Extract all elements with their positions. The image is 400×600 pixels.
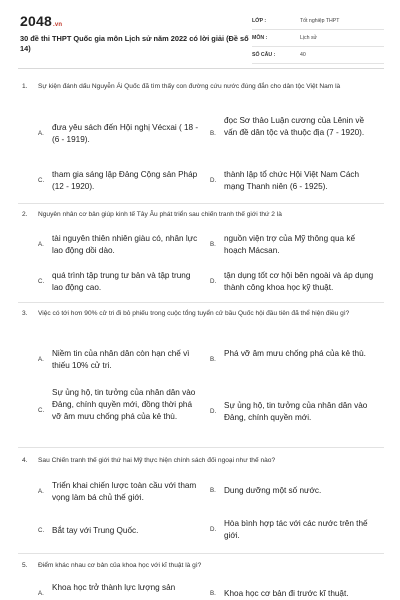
option-letter: D.: [210, 408, 217, 415]
meta-value: 40: [300, 52, 306, 58]
question-body: Việc có tới hơn 90% cử tri đi bỏ phiếu trong cuộc tổng tuyển cử bầu Quốc hội đầu tiên đã thể hiện điều gì?: [38, 310, 350, 317]
meta-key: LỚP :: [252, 18, 267, 24]
question-body: Nguyên nhân cơ bản giúp kinh tế Tây Âu phát triển sau chiến tranh thế giới thứ 2 là: [38, 211, 282, 218]
header-divider: [18, 68, 384, 69]
option-letter: A.: [38, 356, 44, 363]
option-letter: A.: [38, 241, 44, 248]
exam-meta: [252, 16, 384, 67]
question-number: 1.: [22, 83, 28, 90]
document-header: [18, 10, 384, 62]
option-text: tận dụng tốt cơ hội bên ngoài và áp dụng thành công khoa học kỹ thuật.: [224, 271, 374, 292]
meta-value: Lịch sử: [300, 35, 318, 41]
question-divider: [18, 447, 384, 448]
option-text: nguồn viện trợ của Mỹ thông qua kế hoạch Mácsan.: [224, 234, 355, 255]
option-text: Dung dưỡng một số nước.: [224, 486, 322, 495]
meta-key: SỐ CÂU :: [252, 52, 276, 58]
meta-row-subject: [252, 33, 384, 47]
question-divider: [18, 302, 384, 303]
meta-row-class: [252, 16, 384, 30]
meta-key: MÔN :: [252, 35, 268, 41]
question-number: 2.: [22, 211, 28, 218]
meta-value: Tốt nghiệp THPT: [300, 18, 340, 24]
option-text: Triển khai chiến lược toàn cầu với tham vọng làm bá chủ thế giới.: [52, 481, 197, 502]
option-letter: C.: [38, 527, 45, 534]
question-body: Điểm khác nhau cơ bản của khoa học với kĩ thuật là gì?: [38, 562, 202, 569]
logo-text: 2048: [20, 13, 52, 29]
logo-suffix: .vn: [52, 22, 63, 28]
option-letter: C.: [38, 177, 45, 184]
option-text: tham gia sáng lập Đảng Cộng sản Pháp (12 - 1920).: [52, 170, 198, 191]
option-letter: B.: [210, 487, 216, 494]
question-divider: [18, 553, 384, 554]
option-letter: B.: [210, 241, 216, 248]
meta-row-count: [252, 50, 384, 64]
option-letter: C.: [38, 278, 45, 285]
option-text: Khoa học cơ bản đi trước kĩ thuật.: [224, 589, 349, 598]
option-text: đọc Sơ thảo Luận cương của Lênin về vấn đề dân tộc và thuộc địa (7 - 1920).: [224, 116, 365, 137]
option-text: Hòa bình hợp tác với các nước trên thế giới.: [224, 519, 368, 540]
question-number: 5.: [22, 562, 28, 569]
option-letter: B.: [210, 590, 216, 597]
question-number: 4.: [22, 457, 28, 464]
option-text: thành lập tổ chức Hội Việt Nam Cách mạng Thanh niên (6 - 1925).: [224, 170, 360, 191]
option-letter: C.: [38, 407, 45, 414]
option-letter: D.: [210, 177, 217, 184]
site-logo[interactable]: [20, 13, 62, 29]
option-text: Sự ủng hộ, tin tưởng của nhân dân vào Đảng, chính quyền mới, đồng thời phá vỡ âm mưu chống phá của kẻ thù.: [52, 388, 196, 421]
option-letter: B.: [210, 356, 216, 363]
option-text: Phá vỡ âm mưu chống phá của kẻ thù.: [224, 349, 366, 358]
question-body: Sau Chiến tranh thế giới thứ hai Mỹ thực hiện chính sách đối ngoại như thế nào?: [38, 457, 276, 464]
question-divider: [18, 203, 384, 204]
exam-title: 30 đề thi THPT Quốc gia môn Lịch sử năm 2022 có lời giải (Đề số 14): [20, 34, 249, 53]
option-text: Niềm tin của nhân dân còn hạn chế vì thiếu 10% cử tri.: [52, 349, 190, 370]
option-letter: B.: [210, 130, 216, 137]
option-text: Khoa học trở thành lực lượng sản: [52, 583, 176, 592]
option-letter: A.: [38, 488, 44, 495]
option-letter: A.: [38, 590, 44, 597]
question-number: 3.: [22, 310, 28, 317]
option-text: quá trình tập trung tư bản và tập trung lao động cao.: [52, 271, 191, 292]
option-text: đưa yêu sách đến Hội nghị Vécxai ( 18 - (6 - 1919).: [52, 123, 199, 144]
option-text: Bắt tay với Trung Quốc.: [52, 526, 139, 535]
option-letter: D.: [210, 278, 217, 285]
option-letter: A.: [38, 130, 44, 137]
option-letter: D.: [210, 526, 217, 533]
option-text: Sự ủng hộ, tin tưởng của nhân dân vào Đảng, chính quyền mới.: [224, 401, 368, 422]
option-text: tài nguyên thiên nhiên giàu có, nhân lực lao động dồi dào.: [52, 234, 198, 255]
question-body: Sự kiện đánh dấu Nguyễn Ái Quốc đã tìm thấy con đường cứu nước đúng đắn cho dân tộc Việt Nam là: [38, 83, 341, 90]
